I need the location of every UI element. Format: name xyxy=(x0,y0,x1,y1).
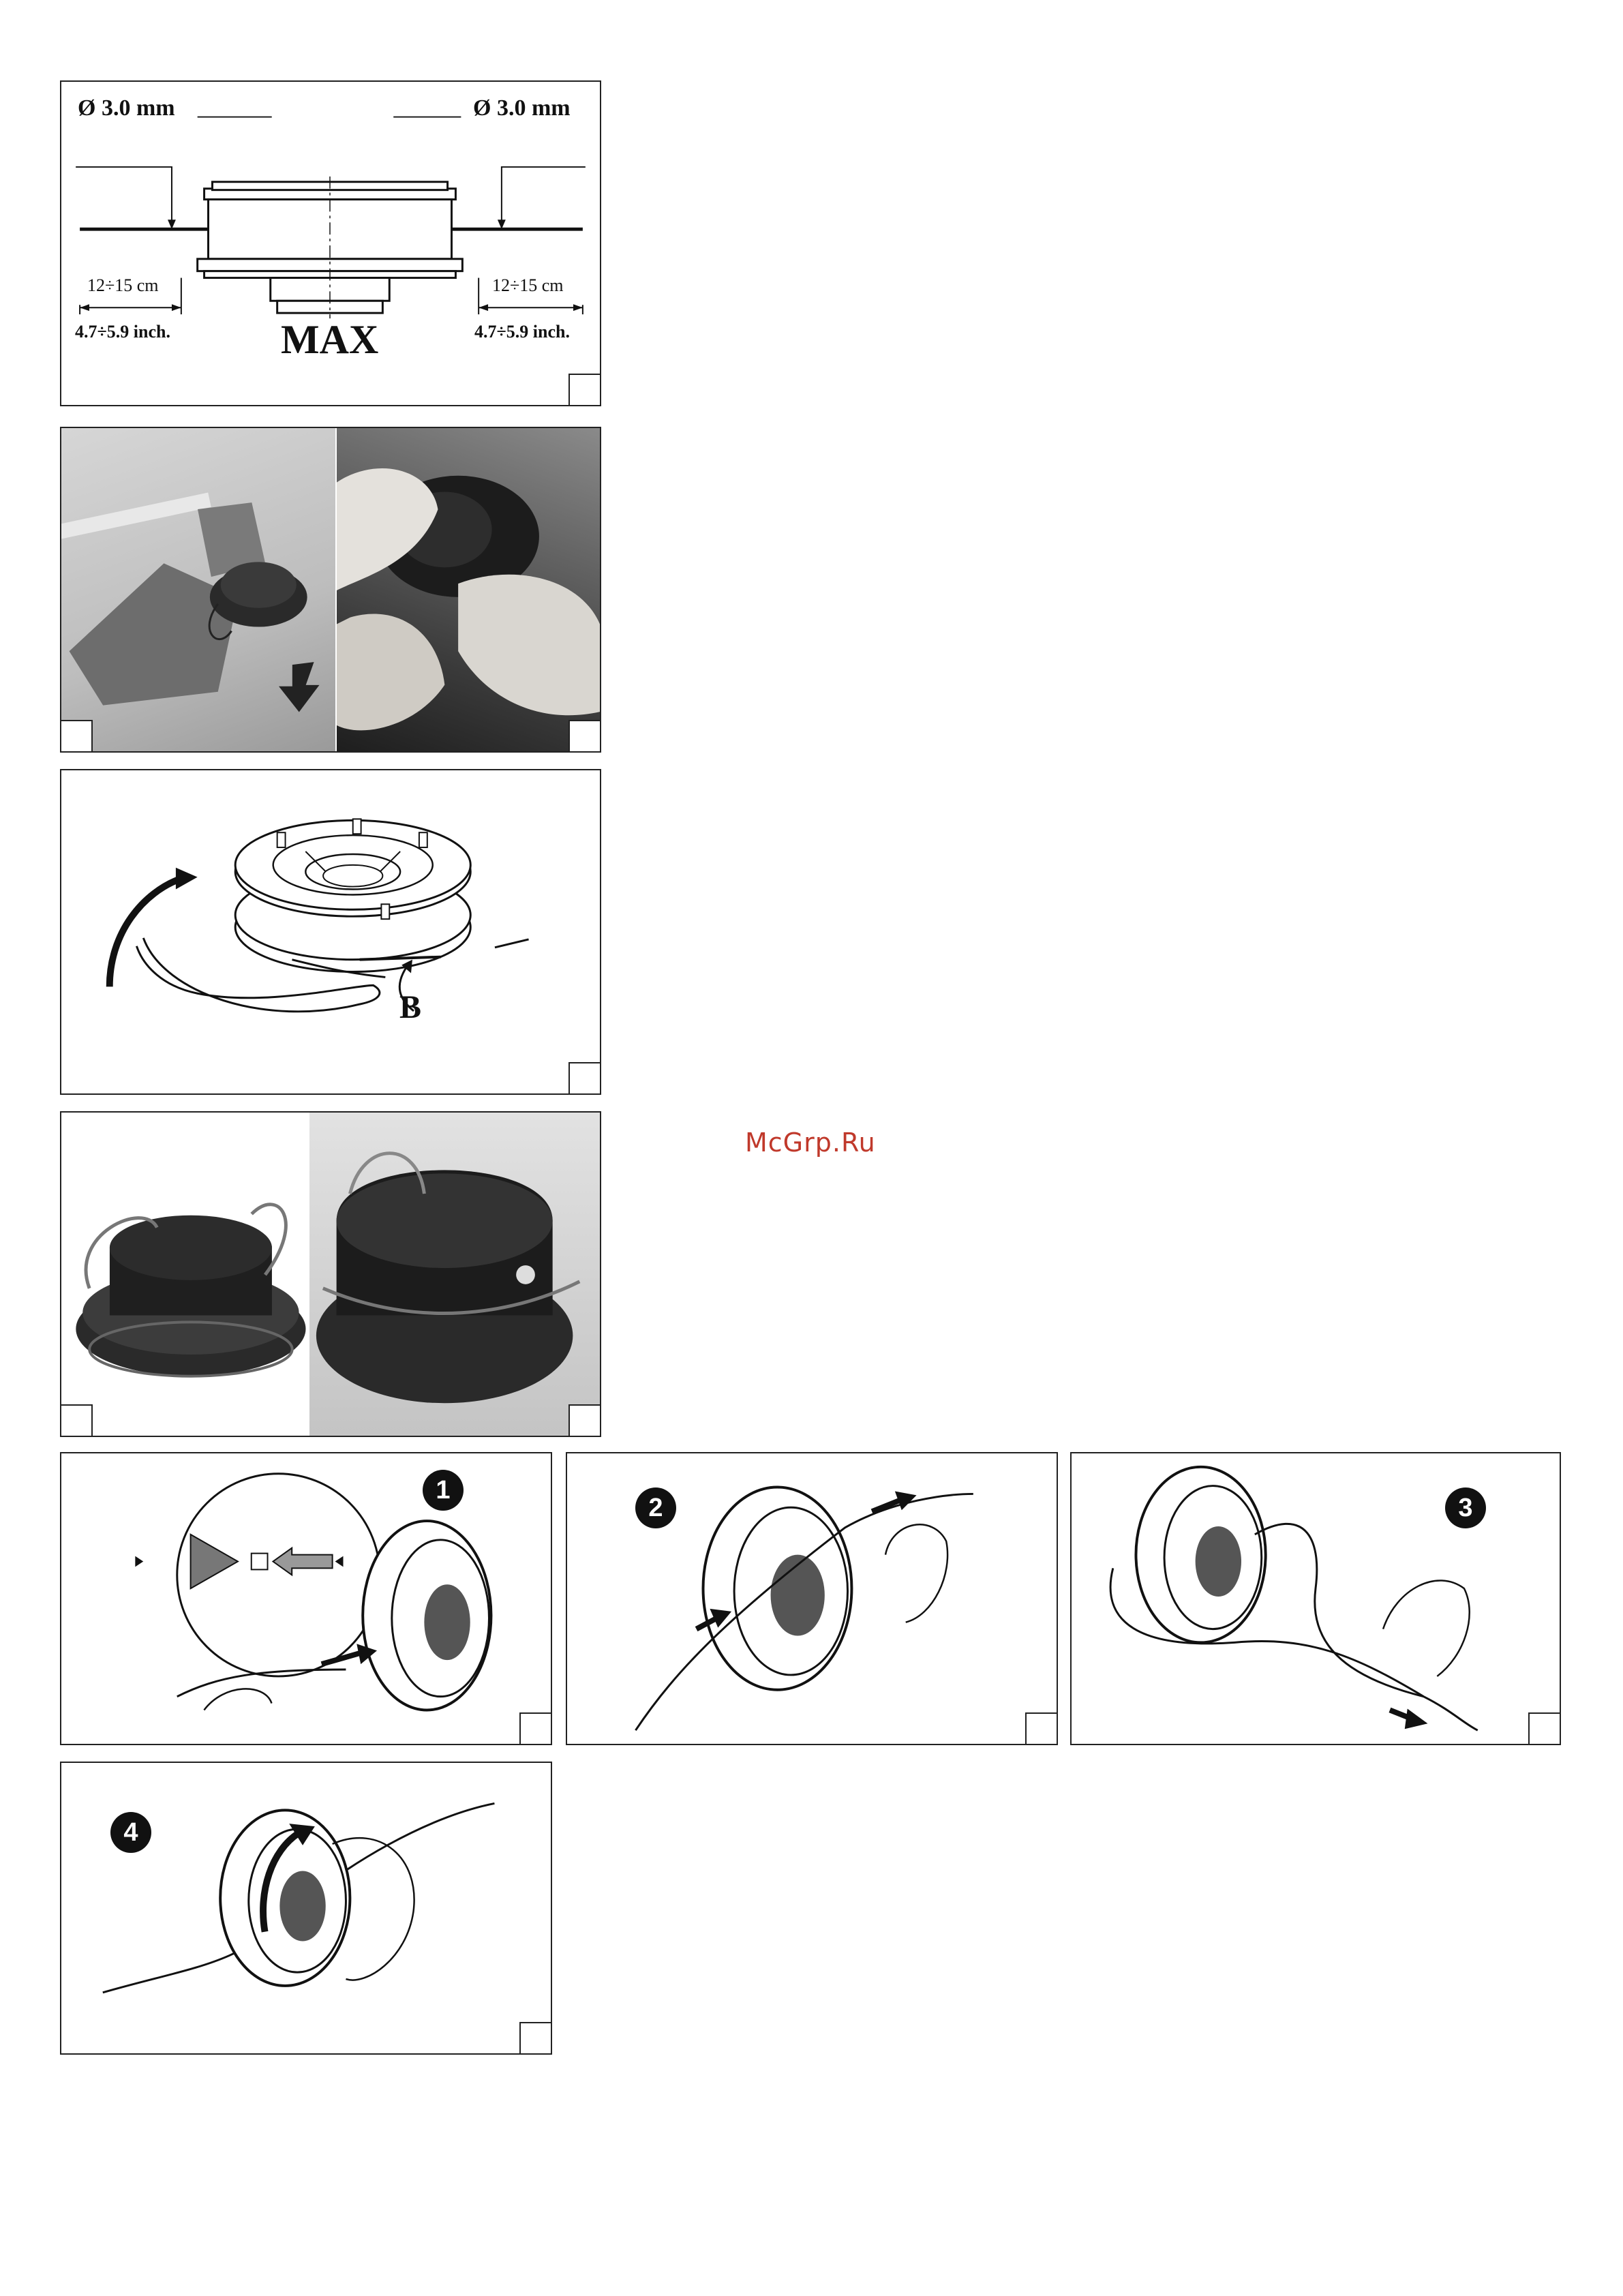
figure-number-box-right xyxy=(568,1404,601,1437)
photo-spool-with-line xyxy=(61,1113,308,1436)
step-1-drawing xyxy=(61,1453,551,1744)
figure-photo-remove-head xyxy=(60,427,601,753)
photo-trimmer-head xyxy=(61,428,335,751)
spool-winding-drawing xyxy=(61,770,600,1093)
figure-number-box xyxy=(1528,1712,1561,1745)
figure-step-1 xyxy=(60,1452,552,1745)
diameter-label-left: Ø 3.0 mm xyxy=(78,95,175,121)
figure-number-box-left xyxy=(60,720,93,753)
photo-gloved-hands xyxy=(337,428,600,751)
step-number-2: 2 xyxy=(635,1487,676,1528)
figure-number-box-left xyxy=(60,1404,93,1437)
step-4-drawing xyxy=(61,1763,551,2053)
length-cm-right: 12÷15 cm xyxy=(492,275,564,295)
figure-photo-wound-spool xyxy=(60,1111,601,1437)
step-3-drawing xyxy=(1072,1453,1560,1744)
figure-number-box xyxy=(1025,1712,1058,1745)
figure-number-box xyxy=(568,374,601,406)
figure-number-box xyxy=(568,1062,601,1095)
figure-step-3 xyxy=(1070,1452,1561,1745)
figure-spool-winding xyxy=(60,769,601,1095)
figure-step-4 xyxy=(60,1762,552,2055)
length-inch-left: 4.7÷5.9 inch. xyxy=(75,322,170,342)
step-number-1: 1 xyxy=(423,1470,464,1511)
photo-spool-mounted xyxy=(309,1113,600,1436)
diameter-label-right: Ø 3.0 mm xyxy=(473,95,571,121)
figure-number-box xyxy=(519,2022,552,2055)
callout-b: B xyxy=(399,989,422,1025)
figure-line-length xyxy=(60,80,601,406)
step-number-4: 4 xyxy=(110,1812,151,1853)
length-inch-right: 4.7÷5.9 inch. xyxy=(474,322,570,342)
watermark-text: McGrp.Ru xyxy=(745,1128,876,1158)
step-number-3: 3 xyxy=(1445,1487,1486,1528)
max-label: MAX xyxy=(281,317,379,362)
figure-step-2 xyxy=(566,1452,1058,1745)
length-cm-left: 12÷15 cm xyxy=(87,275,159,295)
figure-number-box xyxy=(519,1712,552,1745)
figure-number-box-right xyxy=(568,720,601,753)
